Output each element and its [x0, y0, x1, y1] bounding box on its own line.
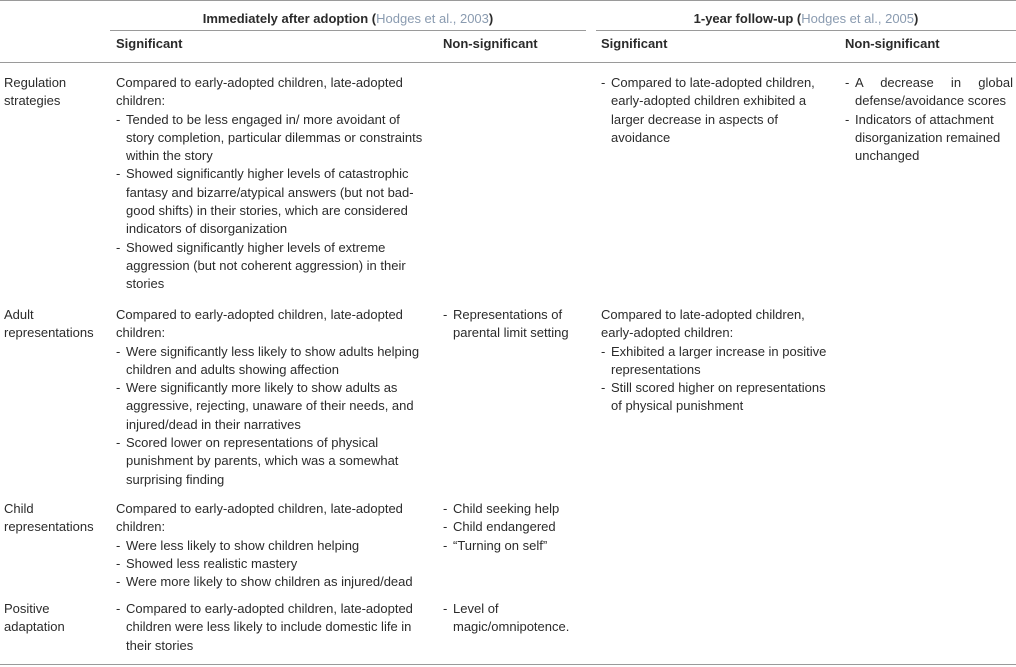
- group2-header-rule: [596, 30, 1016, 31]
- list-item: - Compared to late-adopted children, early-adopted children exhibited a larger decrease in aspects of avoidance: [601, 74, 829, 147]
- group1-citation: Hodges et al., 2003: [376, 11, 489, 26]
- row-label-positive-adaptation: Positive adaptation: [4, 601, 65, 635]
- adult-nonsignificant-1: [443, 306, 583, 343]
- group2-close: ): [914, 11, 919, 26]
- list-item: - “Turning on self”: [443, 537, 583, 555]
- list-item: - Scored lower on representations of physical punishment by parents, which was a somewhat surprising finding: [116, 434, 426, 489]
- list-item: - Exhibited a larger increase in positive representations: [601, 343, 829, 380]
- list-item: - Indicators of attachment disorganization remained unchanged: [845, 111, 1013, 166]
- group2-header: [596, 10, 1016, 28]
- list-item: - Showed less realistic mastery: [116, 555, 436, 573]
- regulation-significant-2: [601, 74, 829, 147]
- row-label-child-representations: Child representations: [4, 501, 94, 535]
- group1-header: [110, 10, 586, 28]
- list-item: - Child endangered: [443, 518, 583, 536]
- regulation-nonsignificant-2: [845, 74, 1013, 165]
- adult-significant-2: [601, 306, 829, 416]
- list-item: - Were less likely to show children helping: [116, 537, 436, 555]
- list-item: - Showed significantly higher levels of extreme aggression (but not coherent aggression) in their stories: [116, 239, 426, 294]
- table-top-rule: [0, 0, 1016, 1]
- positive-nonsignificant-1: [443, 600, 583, 637]
- list-item: - Were significantly more likely to show adults as aggressive, rejecting, unaware of their needs, and injured/dead in their narratives: [116, 379, 426, 434]
- row-label-adult-representations: Adult representations: [4, 307, 94, 341]
- list-item: - Were significantly less likely to show adults helping children and adults showing affection: [116, 343, 426, 380]
- positive-significant-1: [116, 600, 426, 655]
- row-label-regulation-strategies: Regulation strategies: [4, 75, 67, 109]
- cell-intro: Compared to late-adopted children, early-adopted children:: [601, 307, 805, 341]
- group2-citation: Hodges et al., 2005: [801, 11, 915, 26]
- list-item: - Showed significantly higher levels of catastrophic fantasy and bizarre/atypical answers (but not bad-good shifts) in their stories, which are considered indicators of disorganization: [116, 165, 426, 238]
- child-nonsignificant-1: [443, 500, 583, 555]
- list-item: - Child seeking help: [443, 500, 583, 518]
- list-item: - Were more likely to show children as injured/dead: [116, 573, 436, 591]
- subheader-nonsignificant-1: Non-significant: [443, 36, 538, 51]
- cell-intro: Compared to early-adopted children, late-adopted children:: [116, 307, 403, 341]
- list-item: - Representations of parental limit setting: [443, 306, 583, 343]
- list-item: - Tended to be less engaged in/ more avoidant of story completion, particular dilemmas or constraints within the story: [116, 111, 426, 166]
- child-significant-1: [116, 500, 436, 591]
- list-item: - Compared to early-adopted children, late-adopted children were less likely to include domestic life in their stories: [116, 600, 426, 655]
- adult-significant-1: [116, 306, 426, 489]
- subheader-significant-2: Significant: [601, 36, 668, 51]
- list-item: - Level of magic/omnipotence.: [443, 600, 583, 637]
- cell-intro: Compared to early-adopted children, late-adopted children:: [116, 501, 403, 535]
- table-bottom-rule: [0, 664, 1016, 665]
- group1-header-rule: [110, 30, 586, 31]
- subheader-nonsignificant-2: Non-significant: [845, 36, 940, 51]
- regulation-significant-1: [116, 74, 426, 294]
- header-bottom-rule: [0, 62, 1016, 63]
- list-item: - Still scored higher on representations of physical punishment: [601, 379, 829, 416]
- group1-title: Immediately after adoption (: [202, 11, 377, 26]
- cell-intro: Compared to early-adopted children, late-adopted children:: [116, 75, 403, 109]
- subheader-significant-1: Significant: [116, 36, 183, 51]
- group2-title: 1-year follow-up (: [693, 11, 802, 26]
- group1-close: ): [488, 11, 494, 26]
- list-item: - A decrease in global defense/avoidance scores: [845, 74, 1013, 111]
